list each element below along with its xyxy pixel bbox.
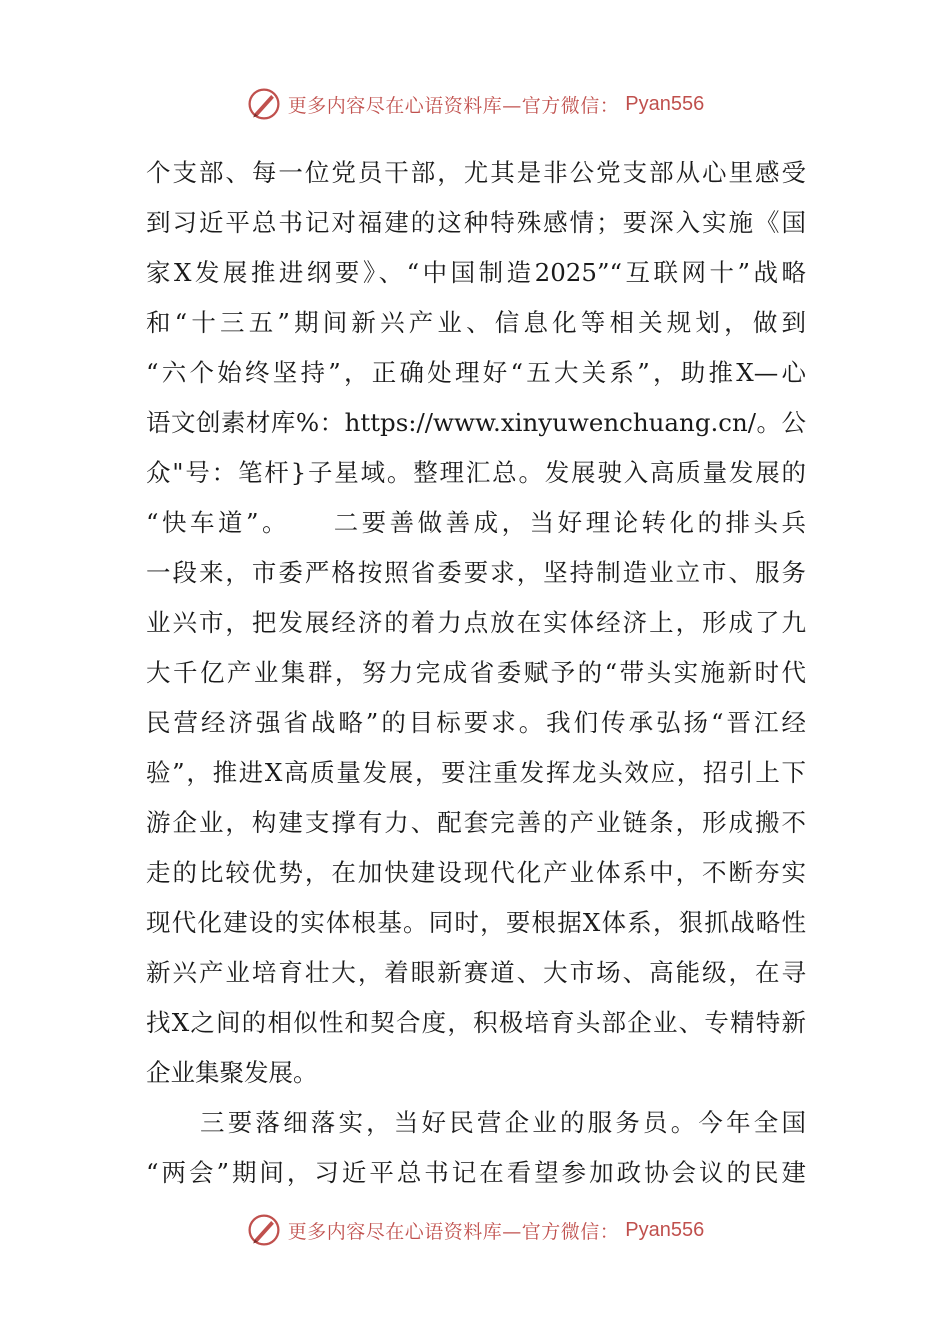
body-line: 新兴产业培育壮大，着眼新赛道、大市场、高能级，在寻 bbox=[146, 958, 806, 987]
body-line: “六个始终坚持”，正确处理好“五大关系”，助推X—心 bbox=[146, 358, 806, 387]
body-line: 大千亿产业集群，努力完成省委赋予的“带头实施新时代 bbox=[146, 658, 806, 687]
body-line: 找X之间的相似性和契合度，积极培育头部企业、专精特新 bbox=[146, 1008, 806, 1037]
body-line: 和“十三五”期间新兴产业、信息化等相关规划，做到 bbox=[146, 308, 806, 337]
body-line: 走的比较优势，在加快建设现代化产业体系中，不断夯实 bbox=[146, 858, 806, 887]
footer-banner-wechat: Pyan556 bbox=[625, 1218, 705, 1241]
body-line: 民营经济强省战略”的目标要求。我们传承弘扬“晋江经 bbox=[146, 708, 806, 737]
footer-banner-text: 更多内容尽在心语资料库—官方微信： bbox=[287, 1220, 620, 1243]
footer-banner bbox=[0, 1210, 950, 1250]
body-line: “两会”期间，习近平总书记在看望参加政协会议的民建 bbox=[146, 1158, 806, 1187]
pen-logo-icon bbox=[246, 1212, 282, 1248]
document-body bbox=[146, 148, 806, 1198]
header-banner-text: 更多内容尽在心语资料库—官方微信： bbox=[287, 94, 620, 117]
header-banner-wechat: Pyan556 bbox=[625, 92, 705, 115]
body-line: 家X发展推进纲要》、“中国制造2025”“互联网十”战略 bbox=[146, 258, 806, 287]
body-line: 众"号：笔杆}子星域。整理汇总。发展驶入高质量发展的 bbox=[146, 458, 806, 487]
body-line: 一段来，市委严格按照省委要求，坚持制造业立市、服务 bbox=[146, 558, 806, 587]
body-line: 业兴市，把发展经济的着力点放在实体经济上，形成了九 bbox=[146, 608, 806, 637]
body-line: 三要落细落实，当好民营企业的服务员。今年全国 bbox=[200, 1108, 806, 1137]
body-line: 验”，推进X高质量发展，要注重发挥龙头效应，招引上下 bbox=[146, 758, 806, 787]
body-line: “快车道”。 二要善做善成，当好理论转化的排头兵 bbox=[146, 508, 806, 537]
body-line: 游企业，构建支撑有力、配套完善的产业链条，形成搬不 bbox=[146, 808, 806, 837]
body-line: 个支部、每一位党员干部，尤其是非公党支部从心里感受 bbox=[146, 158, 806, 187]
body-line: 语文创素材库%：https://www.xinyuwenchuang.cn/。公 bbox=[146, 408, 806, 437]
header-banner bbox=[0, 84, 950, 124]
body-line: 现代化建设的实体根基。同时，要根据X体系，狠抓战略性 bbox=[146, 908, 806, 937]
body-line: 到习近平总书记对福建的这种特殊感情；要深入实施《国 bbox=[146, 208, 806, 237]
pen-logo-icon bbox=[246, 86, 282, 122]
body-line: 企业集聚发展。 bbox=[146, 1058, 318, 1087]
